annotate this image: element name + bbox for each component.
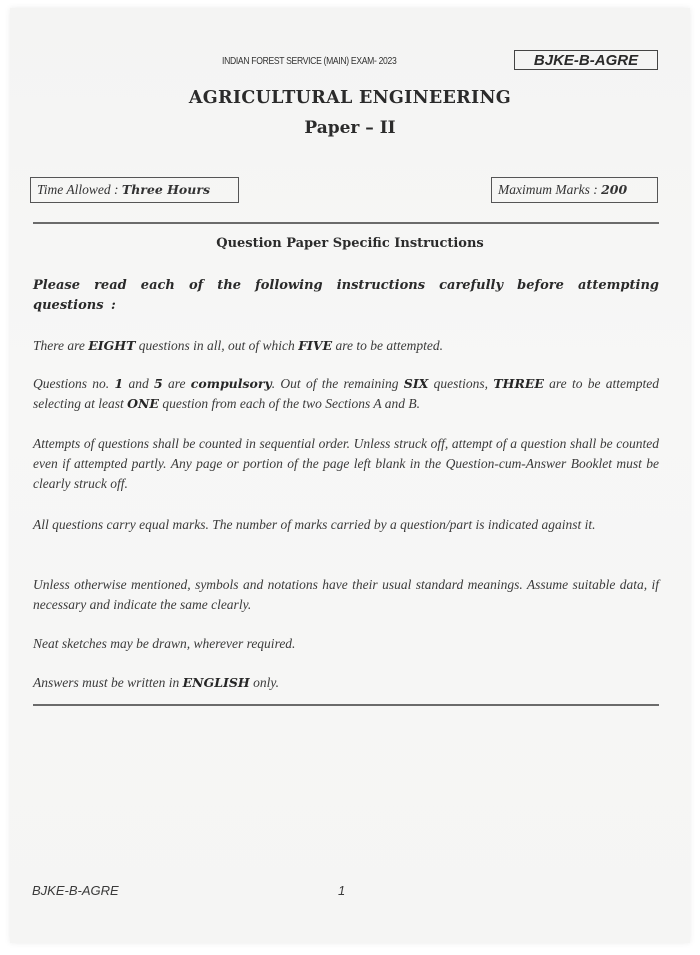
text: There are [33,338,89,353]
emphasis: ONE [127,396,159,411]
instructions-lead: Please read each of the following instructions carefully before attempting questions : [33,278,659,313]
instructions-heading: Question Paper Specific Instructions [216,236,484,251]
emphasis: THREE [493,376,544,391]
text: are [162,376,191,391]
exam-name: INDIAN FOREST SERVICE (MAIN) EXAM- 2023 [222,55,397,67]
paper-code-badge: BJKE-B-AGRE [514,50,658,70]
instruction-sketches: Neat sketches may be drawn, wherever required. [33,636,296,651]
emphasis: EIGHT [88,338,136,353]
emphasis: FIVE [298,338,333,353]
paper-title: Paper – II [304,118,396,138]
time-allowed-value: Three Hours [121,182,210,197]
maximum-marks-value: 200 [601,182,628,197]
instruction-question-count [33,336,659,356]
divider-bottom [33,704,659,706]
emphasis: 5 [153,376,163,391]
text: are to be attempted selecting at least [33,376,660,411]
instruction-notations: Unless otherwise mentioned, symbols and notations have their usual standard meanings. Assume suitable data, if necessary and indicate the same clearly. [33,577,659,612]
instruction-compulsory-questions [33,374,659,414]
time-allowed-box [30,177,239,203]
text: questions, [428,376,494,391]
emphasis: ENGLISH [182,675,250,690]
text: question from each of the two Sections A and B. [158,396,421,411]
text: only. [249,675,279,690]
subject-title: AGRICULTURAL ENGINEERING [188,88,512,108]
text: questions in all, out of which [135,338,299,353]
text: Answers must be written in [33,675,183,690]
page-number: 1 [338,883,346,898]
text: and [123,376,154,391]
divider-top [33,222,659,224]
maximum-marks-box [491,177,658,203]
emphasis: compulsory [190,376,272,391]
maximum-marks-label: Maximum Marks : [498,182,602,197]
text: Questions no. [33,376,115,391]
instruction-attempt-order: Attempts of questions shall be counted in sequential order. Unless struck off, attempt of a question shall be counted even if attempted partly. Any page or portion of the page left blank in the Question-cum-Answer Booklet must be clearly struck off. [33,436,659,491]
time-allowed-label: Time Allowed : [37,182,122,197]
emphasis: SIX [403,376,429,391]
emphasis: 1 [114,376,124,391]
text: . Out of the remaining [271,376,404,391]
text: are to be attempted. [332,338,443,353]
footer-paper-code: BJKE-B-AGRE [32,883,119,898]
instruction-language [33,673,659,693]
instruction-equal-marks: All questions carry equal marks. The number of marks carried by a question/part is indicated against it. [33,517,596,532]
